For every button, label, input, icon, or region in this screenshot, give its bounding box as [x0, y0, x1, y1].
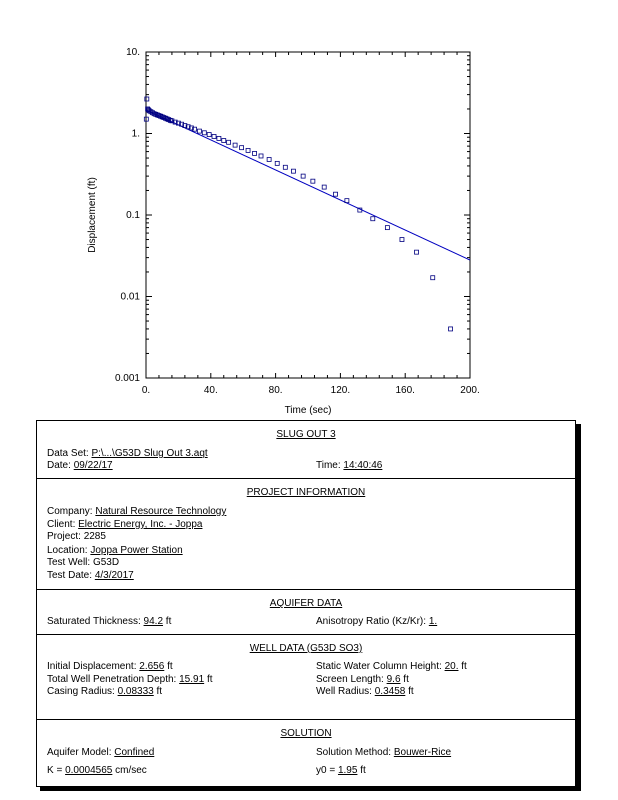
k-eq: = [56, 765, 63, 776]
aquifer-model-label: Aquifer Model: [47, 747, 112, 758]
well-radius-value: 0.3458 [374, 686, 406, 697]
casing-value: 0.08333 [117, 686, 154, 697]
sat-thickness-value: 94.2 [143, 616, 164, 627]
y-tick-label: 0.1 [126, 210, 140, 221]
time-value: 14:40:46 [343, 460, 383, 471]
casing-label: Casing Radius: [47, 686, 115, 697]
screen-unit: ft [403, 674, 409, 685]
data-point [431, 276, 435, 280]
report-shadow-right [576, 424, 581, 791]
x-tick-label: 120. [330, 385, 351, 396]
data-set-label: Data Set: [47, 448, 89, 459]
y0-value: 1.95 [337, 765, 358, 776]
well-title: WELL DATA (G53D SO3) [249, 643, 363, 654]
report-panel [36, 420, 576, 787]
test-well-label: Test Well: [47, 557, 91, 568]
well-section [37, 635, 575, 720]
x-tick-label: 200. [460, 385, 480, 396]
y0-unit: ft [360, 765, 366, 776]
header-section [37, 421, 575, 479]
data-set-value: P:\...\G53D Slug Out 3.aqt [91, 448, 208, 459]
aquifer-title: AQUIFER DATA [269, 598, 343, 609]
project-title: PROJECT INFORMATION [246, 487, 366, 498]
project-section [37, 479, 575, 590]
anisotropy-value: 1. [428, 616, 438, 627]
init-disp-label: Initial Displacement: [47, 661, 137, 672]
sat-thickness-unit: ft [165, 616, 172, 627]
sat-thickness-label: Saturated Thickness: [47, 616, 141, 627]
data-point [275, 161, 279, 165]
screen-value: 9.6 [386, 674, 401, 685]
data-point [415, 250, 419, 254]
data-point [267, 157, 271, 161]
static-value: 20. [444, 661, 459, 672]
test-date-value: 4/3/2017 [94, 570, 134, 581]
location-label: Location: [47, 545, 88, 556]
data-point [283, 165, 287, 169]
plot-frame [146, 52, 470, 378]
data-point [322, 185, 326, 189]
screen-label: Screen Length: [316, 674, 384, 685]
y-axis-label: Displacement (ft) [87, 177, 98, 253]
solution-method-value: Bouwer-Rice [393, 747, 452, 758]
data-point [311, 179, 315, 183]
data-point [197, 129, 201, 133]
init-disp-value: 2.656 [139, 661, 165, 672]
date-value: 09/22/17 [73, 460, 113, 471]
y0-label: y0 [316, 765, 327, 776]
data-point [291, 169, 295, 173]
data-point [449, 327, 453, 331]
k-unit: cm/sec [115, 765, 147, 776]
company-value: Natural Resource Technology [95, 506, 227, 517]
x-tick-label: 160. [395, 385, 415, 396]
data-point [222, 139, 226, 143]
fit-line [146, 110, 470, 260]
x-tick-label: 80. [268, 385, 283, 396]
aquifer-section [37, 590, 575, 635]
data-point [145, 97, 149, 101]
anisotropy-label: Anisotropy Ratio (Kz/Kr): [316, 616, 427, 627]
project-value: 2285 [83, 531, 106, 542]
x-axis-label: Time (sec) [284, 405, 332, 416]
k-value: 0.0004565 [65, 765, 113, 776]
date-label: Date: [47, 460, 71, 471]
test-date-label: Test Date: [47, 570, 93, 581]
client-value: Electric Energy, Inc. - Joppa [78, 519, 203, 530]
report-title: SLUG OUT 3 [276, 429, 336, 440]
static-label: Static Water Column Height: [316, 661, 442, 672]
data-point [212, 134, 216, 138]
solution-section [37, 720, 575, 788]
client-label: Client: [47, 519, 76, 530]
solution-title: SOLUTION [280, 728, 332, 739]
data-point [217, 136, 221, 140]
k-label: K [47, 765, 54, 776]
data-point [240, 146, 244, 150]
data-point [334, 192, 338, 196]
data-point [253, 151, 257, 155]
data-point [202, 131, 206, 135]
aquifer-model-value: Confined [114, 747, 155, 758]
report-shadow-bottom [40, 787, 581, 791]
solution-method-label: Solution Method: [316, 747, 392, 758]
time-label: Time: [316, 460, 341, 471]
data-point [371, 217, 375, 221]
static-unit: ft [461, 661, 467, 672]
penetration-unit: ft [206, 674, 213, 685]
data-point [227, 140, 231, 144]
penetration-label: Total Well Penetration Depth: [47, 674, 177, 685]
well-radius-unit: ft [408, 686, 414, 697]
location-value: Joppa Power Station [90, 545, 183, 556]
data-point [233, 143, 237, 147]
x-tick-label: 40. [203, 385, 218, 396]
y-tick-label: 10. [126, 47, 140, 58]
data-point [246, 148, 250, 152]
data-point [207, 133, 211, 137]
data-point [400, 238, 404, 242]
data-point [385, 226, 389, 230]
init-disp-unit: ft [167, 661, 173, 672]
data-point [301, 174, 305, 178]
y-tick-label: 1. [131, 128, 140, 140]
test-well-value: G53D [92, 557, 120, 568]
well-radius-label: Well Radius: [316, 686, 372, 697]
project-label: Project: [47, 531, 81, 542]
penetration-value: 15.91 [179, 674, 205, 685]
casing-unit: ft [156, 686, 163, 697]
y-tick-label: 0.001 [114, 373, 140, 384]
y0-eq: = [329, 765, 336, 776]
company-label: Company: [47, 506, 93, 517]
x-tick-label: 0. [141, 385, 151, 396]
data-point [259, 154, 263, 158]
y-tick-label: 0.01 [120, 291, 140, 303]
